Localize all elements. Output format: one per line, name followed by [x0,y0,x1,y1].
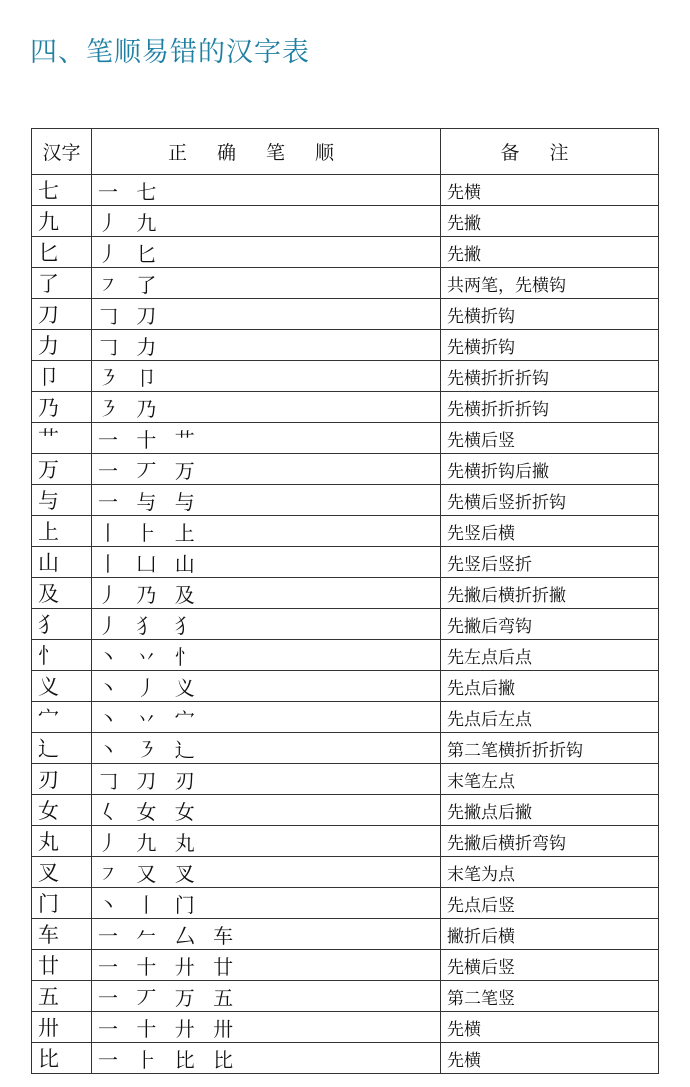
note-cell: 先点后撇 [441,671,659,702]
character-cell: 卅 [32,1012,92,1043]
stroke-order-cell: 一 𠂉 厶 车 [92,919,441,950]
table-row [32,733,659,764]
table-row [32,609,659,640]
table-row [32,981,659,1012]
note-cell: 先横 [441,1012,659,1043]
character-cell: 刀 [32,299,92,330]
table-row [32,919,659,950]
note-cell: 先横后竖 [441,423,659,454]
character-cell: 叉 [32,857,92,888]
note-cell: 先竖后竖折 [441,547,659,578]
stroke-order-cell: 一 七 [92,175,441,206]
character-cell: 女 [32,795,92,826]
table-row [32,299,659,330]
note-cell: 先横折折折钩 [441,392,659,423]
character-cell: 义 [32,671,92,702]
table-row [32,454,659,485]
table-row [32,516,659,547]
note-cell: 先撇后弯钩 [441,609,659,640]
table-row [32,423,659,454]
table-row [32,485,659,516]
character-cell: 丸 [32,826,92,857]
character-cell: 七 [32,175,92,206]
header-char: 汉字 [32,129,92,175]
note-cell: 先撇 [441,237,659,268]
note-cell: 先横折钩 [441,330,659,361]
header-stroke-order: 正确笔顺 [92,129,441,175]
stroke-order-cell: 一 十 艹 [92,423,441,454]
table-row [32,640,659,671]
stroke-order-cell: 丶 丿 义 [92,671,441,702]
stroke-order-cell: ㇋ 乃 [92,392,441,423]
character-cell: 匕 [32,237,92,268]
table-row [32,268,659,299]
stroke-order-cell: 一 与 与 [92,485,441,516]
note-cell: 先点后竖 [441,888,659,919]
note-cell: 先横 [441,175,659,206]
table-row [32,361,659,392]
stroke-order-cell: 丿 犭 犭 [92,609,441,640]
table-row [32,702,659,733]
character-cell: 辶 [32,733,92,764]
character-cell: 宀 [32,702,92,733]
stroke-order-cell: ㇇ 了 [92,268,441,299]
note-cell: 先撇 [441,206,659,237]
character-cell: 犭 [32,609,92,640]
character-cell: 乃 [32,392,92,423]
table-row [32,826,659,857]
stroke-order-cell: 丨 ⺊ 上 [92,516,441,547]
stroke-order-cell: 一 十 廾 廿 [92,950,441,981]
note-cell: 先撇后横折弯钩 [441,826,659,857]
stroke-order-cell: 一 ⺊ 比 比 [92,1043,441,1074]
table-row [32,330,659,361]
table-row [32,547,659,578]
stroke-order-cell: ㇋ 卩 [92,361,441,392]
header-notes: 备注 [441,129,659,175]
note-cell: 先左点后点 [441,640,659,671]
table-row [32,671,659,702]
note-cell: 先横 [441,1043,659,1074]
note-cell: 先点后左点 [441,702,659,733]
stroke-order-cell: ㇇ 又 叉 [92,857,441,888]
table-row [32,1012,659,1043]
character-cell: 及 [32,578,92,609]
note-cell: 先竖后横 [441,516,659,547]
note-cell: 末笔左点 [441,764,659,795]
note-cell: 先横折折折钩 [441,361,659,392]
stroke-order-cell: 丿 乃 及 [92,578,441,609]
note-cell: 末笔为点 [441,857,659,888]
table-row [32,857,659,888]
table-header [32,129,659,175]
note-cell: 撇折后横 [441,919,659,950]
character-cell: 刃 [32,764,92,795]
stroke-order-cell: 丿 匕 [92,237,441,268]
table-row [32,578,659,609]
character-cell: 万 [32,454,92,485]
stroke-order-cell: 丿 九 [92,206,441,237]
stroke-order-cell: 丶 丷 宀 [92,702,441,733]
note-cell: 先横后竖 [441,950,659,981]
page-title: 四、笔顺易错的汉字表 [30,37,310,68]
character-cell: 比 [32,1043,92,1074]
note-cell: 先横折钩后撇 [441,454,659,485]
character-cell: 力 [32,330,92,361]
table-row [32,795,659,826]
table-row [32,764,659,795]
note-cell: 第二笔竖 [441,981,659,1012]
character-cell: 艹 [32,423,92,454]
stroke-order-cell: 一 十 廾 卅 [92,1012,441,1043]
character-cell: 与 [32,485,92,516]
note-cell: 先横后竖折折钩 [441,485,659,516]
character-cell: 五 [32,981,92,1012]
character-cell: 车 [32,919,92,950]
character-cell: 山 [32,547,92,578]
table-row [32,206,659,237]
stroke-order-cell: 丿 九 丸 [92,826,441,857]
table-row [32,888,659,919]
stroke-order-cell: 一 丆 万 [92,454,441,485]
stroke-order-table [31,128,659,1074]
stroke-order-cell: 𠃌 力 [92,330,441,361]
note-cell: 先撇后横折折撇 [441,578,659,609]
stroke-order-cell: 𡿨 女 女 [92,795,441,826]
character-cell: 上 [32,516,92,547]
note-cell: 先横折钩 [441,299,659,330]
character-cell: 廿 [32,950,92,981]
character-cell: 忄 [32,640,92,671]
character-cell: 了 [32,268,92,299]
character-cell: 卩 [32,361,92,392]
character-cell: 门 [32,888,92,919]
note-cell: 共两笔，先横钩 [441,268,659,299]
note-cell: 第二笔横折折折钩 [441,733,659,764]
table-row [32,237,659,268]
table-row [32,175,659,206]
stroke-order-cell: 𠃌 刀 [92,299,441,330]
character-cell: 九 [32,206,92,237]
stroke-order-cell: 𠃌 刀 刃 [92,764,441,795]
stroke-order-cell: 丶 丨 门 [92,888,441,919]
note-cell: 先撇点后撇 [441,795,659,826]
stroke-order-cell: 丶 ㇋ 辶 [92,733,441,764]
table-row [32,950,659,981]
stroke-order-cell: 丶 丷 忄 [92,640,441,671]
stroke-order-cell: 丨 凵 山 [92,547,441,578]
table-row [32,392,659,423]
table-row [32,1043,659,1074]
stroke-order-cell: 一 丆 万 五 [92,981,441,1012]
